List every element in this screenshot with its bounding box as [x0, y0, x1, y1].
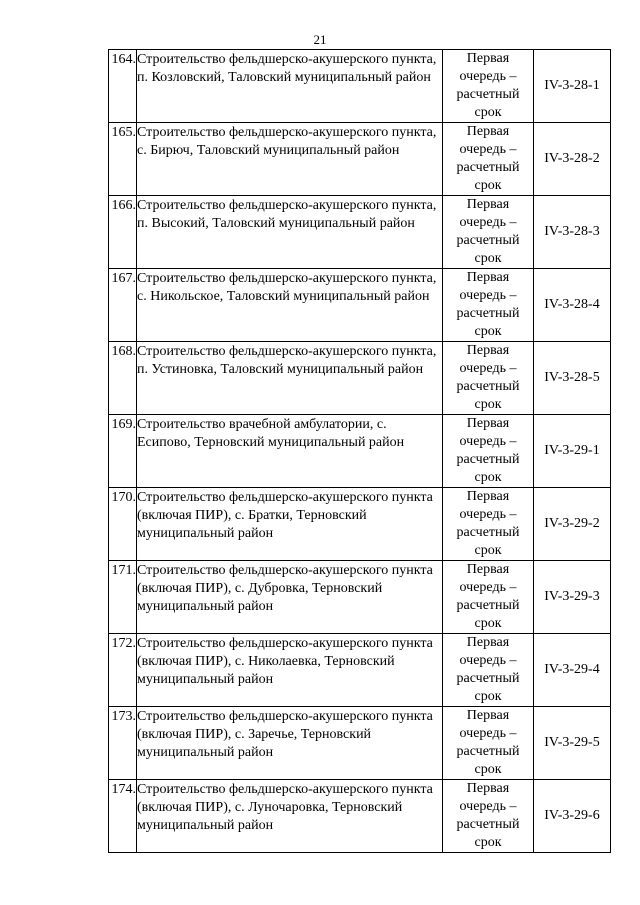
- row-number: 165.: [109, 123, 137, 196]
- object-name: Строительство врачебной амбулатории, с. Есипово, Терновский муниципальный район: [137, 415, 443, 488]
- implementation-term: Первая очередь – расчетный срок: [443, 269, 534, 342]
- object-name: Строительство фельдшерско-акушерского пункта, п. Козловский, Таловский муниципальный район: [137, 50, 443, 123]
- implementation-term: Первая очередь – расчетный срок: [443, 780, 534, 853]
- implementation-term: Первая очередь – расчетный срок: [443, 123, 534, 196]
- table-row: [109, 707, 611, 780]
- object-name: Строительство фельдшерско-акушерского пункта, с. Бирюч, Таловский муниципальный район: [137, 123, 443, 196]
- object-code: IV-3-29-5: [534, 707, 611, 780]
- object-name: Строительство фельдшерско-акушерского пункта (включая ПИР), с. Николаевка, Терновский муниципальный район: [137, 634, 443, 707]
- object-code: IV-3-28-3: [534, 196, 611, 269]
- object-code: IV-3-29-1: [534, 415, 611, 488]
- implementation-term: Первая очередь – расчетный срок: [443, 415, 534, 488]
- object-code: IV-3-28-5: [534, 342, 611, 415]
- table-row: [109, 415, 611, 488]
- row-number: 170.: [109, 488, 137, 561]
- implementation-term: Первая очередь – расчетный срок: [443, 488, 534, 561]
- object-name: Строительство фельдшерско-акушерского пункта, с. Никольское, Таловский муниципальный район: [137, 269, 443, 342]
- row-number: 172.: [109, 634, 137, 707]
- row-number: 171.: [109, 561, 137, 634]
- object-code: IV-3-29-2: [534, 488, 611, 561]
- table-row: [109, 269, 611, 342]
- table-row: [109, 50, 611, 123]
- object-code: IV-3-28-2: [534, 123, 611, 196]
- implementation-term: Первая очередь – расчетный срок: [443, 196, 534, 269]
- implementation-term: Первая очередь – расчетный срок: [443, 342, 534, 415]
- object-name: Строительство фельдшерско-акушерского пункта, п. Устиновка, Таловский муниципальный район: [137, 342, 443, 415]
- table-row: [109, 123, 611, 196]
- object-name: Строительство фельдшерско-акушерского пункта (включая ПИР), с. Дубровка, Терновский муниципальный район: [137, 561, 443, 634]
- object-code: IV-3-28-4: [534, 269, 611, 342]
- object-code: IV-3-28-1: [534, 50, 611, 123]
- implementation-term: Первая очередь – расчетный срок: [443, 50, 534, 123]
- table-row: [109, 196, 611, 269]
- object-name: Строительство фельдшерско-акушерского пункта (включая ПИР), с. Луночаровка, Терновский муниципальный район: [137, 780, 443, 853]
- object-name: Строительство фельдшерско-акушерского пункта (включая ПИР), с. Заречье, Терновский муниципальный район: [137, 707, 443, 780]
- implementation-term: Первая очередь – расчетный срок: [443, 634, 534, 707]
- table-row: [109, 634, 611, 707]
- table-row: [109, 488, 611, 561]
- object-name: Строительство фельдшерско-акушерского пункта, п. Высокий, Таловский муниципальный район: [137, 196, 443, 269]
- row-number: 168.: [109, 342, 137, 415]
- table-row: [109, 561, 611, 634]
- table-row: [109, 780, 611, 853]
- implementation-term: Первая очередь – расчетный срок: [443, 561, 534, 634]
- object-code: IV-3-29-4: [534, 634, 611, 707]
- page-number: 21: [313, 32, 327, 47]
- row-number: 166.: [109, 196, 137, 269]
- row-number: 173.: [109, 707, 137, 780]
- object-name: Строительство фельдшерско-акушерского пункта (включая ПИР), с. Братки, Терновский муниципальный район: [137, 488, 443, 561]
- row-number: 167.: [109, 269, 137, 342]
- row-number: 174.: [109, 780, 137, 853]
- implementation-term: Первая очередь – расчетный срок: [443, 707, 534, 780]
- row-number: 164.: [109, 50, 137, 123]
- object-code: IV-3-29-6: [534, 780, 611, 853]
- row-number: 169.: [109, 415, 137, 488]
- table-row: [109, 342, 611, 415]
- object-code: IV-3-29-3: [534, 561, 611, 634]
- objects-table: [108, 49, 611, 853]
